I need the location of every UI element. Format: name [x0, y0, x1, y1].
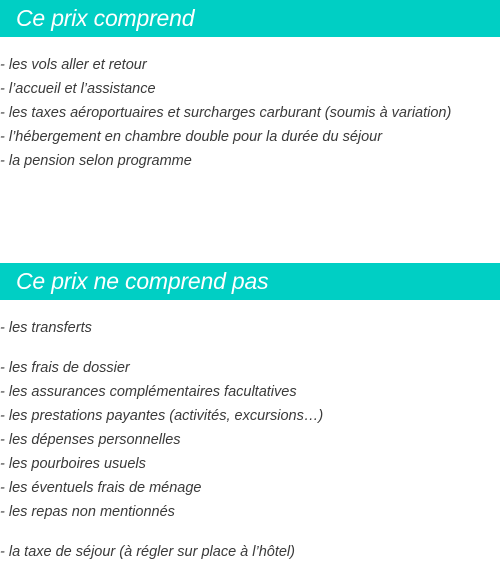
excluded-item: - les prestations payantes (activités, excursions…) — [0, 408, 324, 424]
included-item: - la pension selon programme — [0, 153, 192, 169]
excluded-item: - les transferts — [0, 320, 92, 336]
excluded-section-title: Ce prix ne comprend pas — [16, 268, 269, 294]
excluded-section-header — [0, 263, 500, 300]
excluded-item: - la taxe de séjour (à régler sur place à l’hôtel) — [0, 544, 295, 560]
included-item: - les taxes aéroportuaires et surcharges carburant (soumis à variation) — [0, 105, 452, 121]
included-item: - l’hébergement en chambre double pour la durée du séjour — [0, 129, 383, 145]
included-item: - les vols aller et retour — [0, 57, 147, 73]
excluded-item: - les éventuels frais de ménage — [0, 480, 202, 496]
included-section-title: Ce prix comprend — [16, 5, 195, 31]
included-item: - l’accueil et l’assistance — [0, 81, 156, 97]
excluded-item: - les dépenses personnelles — [0, 432, 181, 448]
excluded-item: - les pourboires usuels — [0, 456, 146, 472]
included-section-header — [0, 0, 500, 37]
excluded-item: - les repas non mentionnés — [0, 504, 175, 520]
excluded-item: - les frais de dossier — [0, 360, 130, 376]
excluded-item: - les assurances complémentaires facultatives — [0, 384, 297, 400]
